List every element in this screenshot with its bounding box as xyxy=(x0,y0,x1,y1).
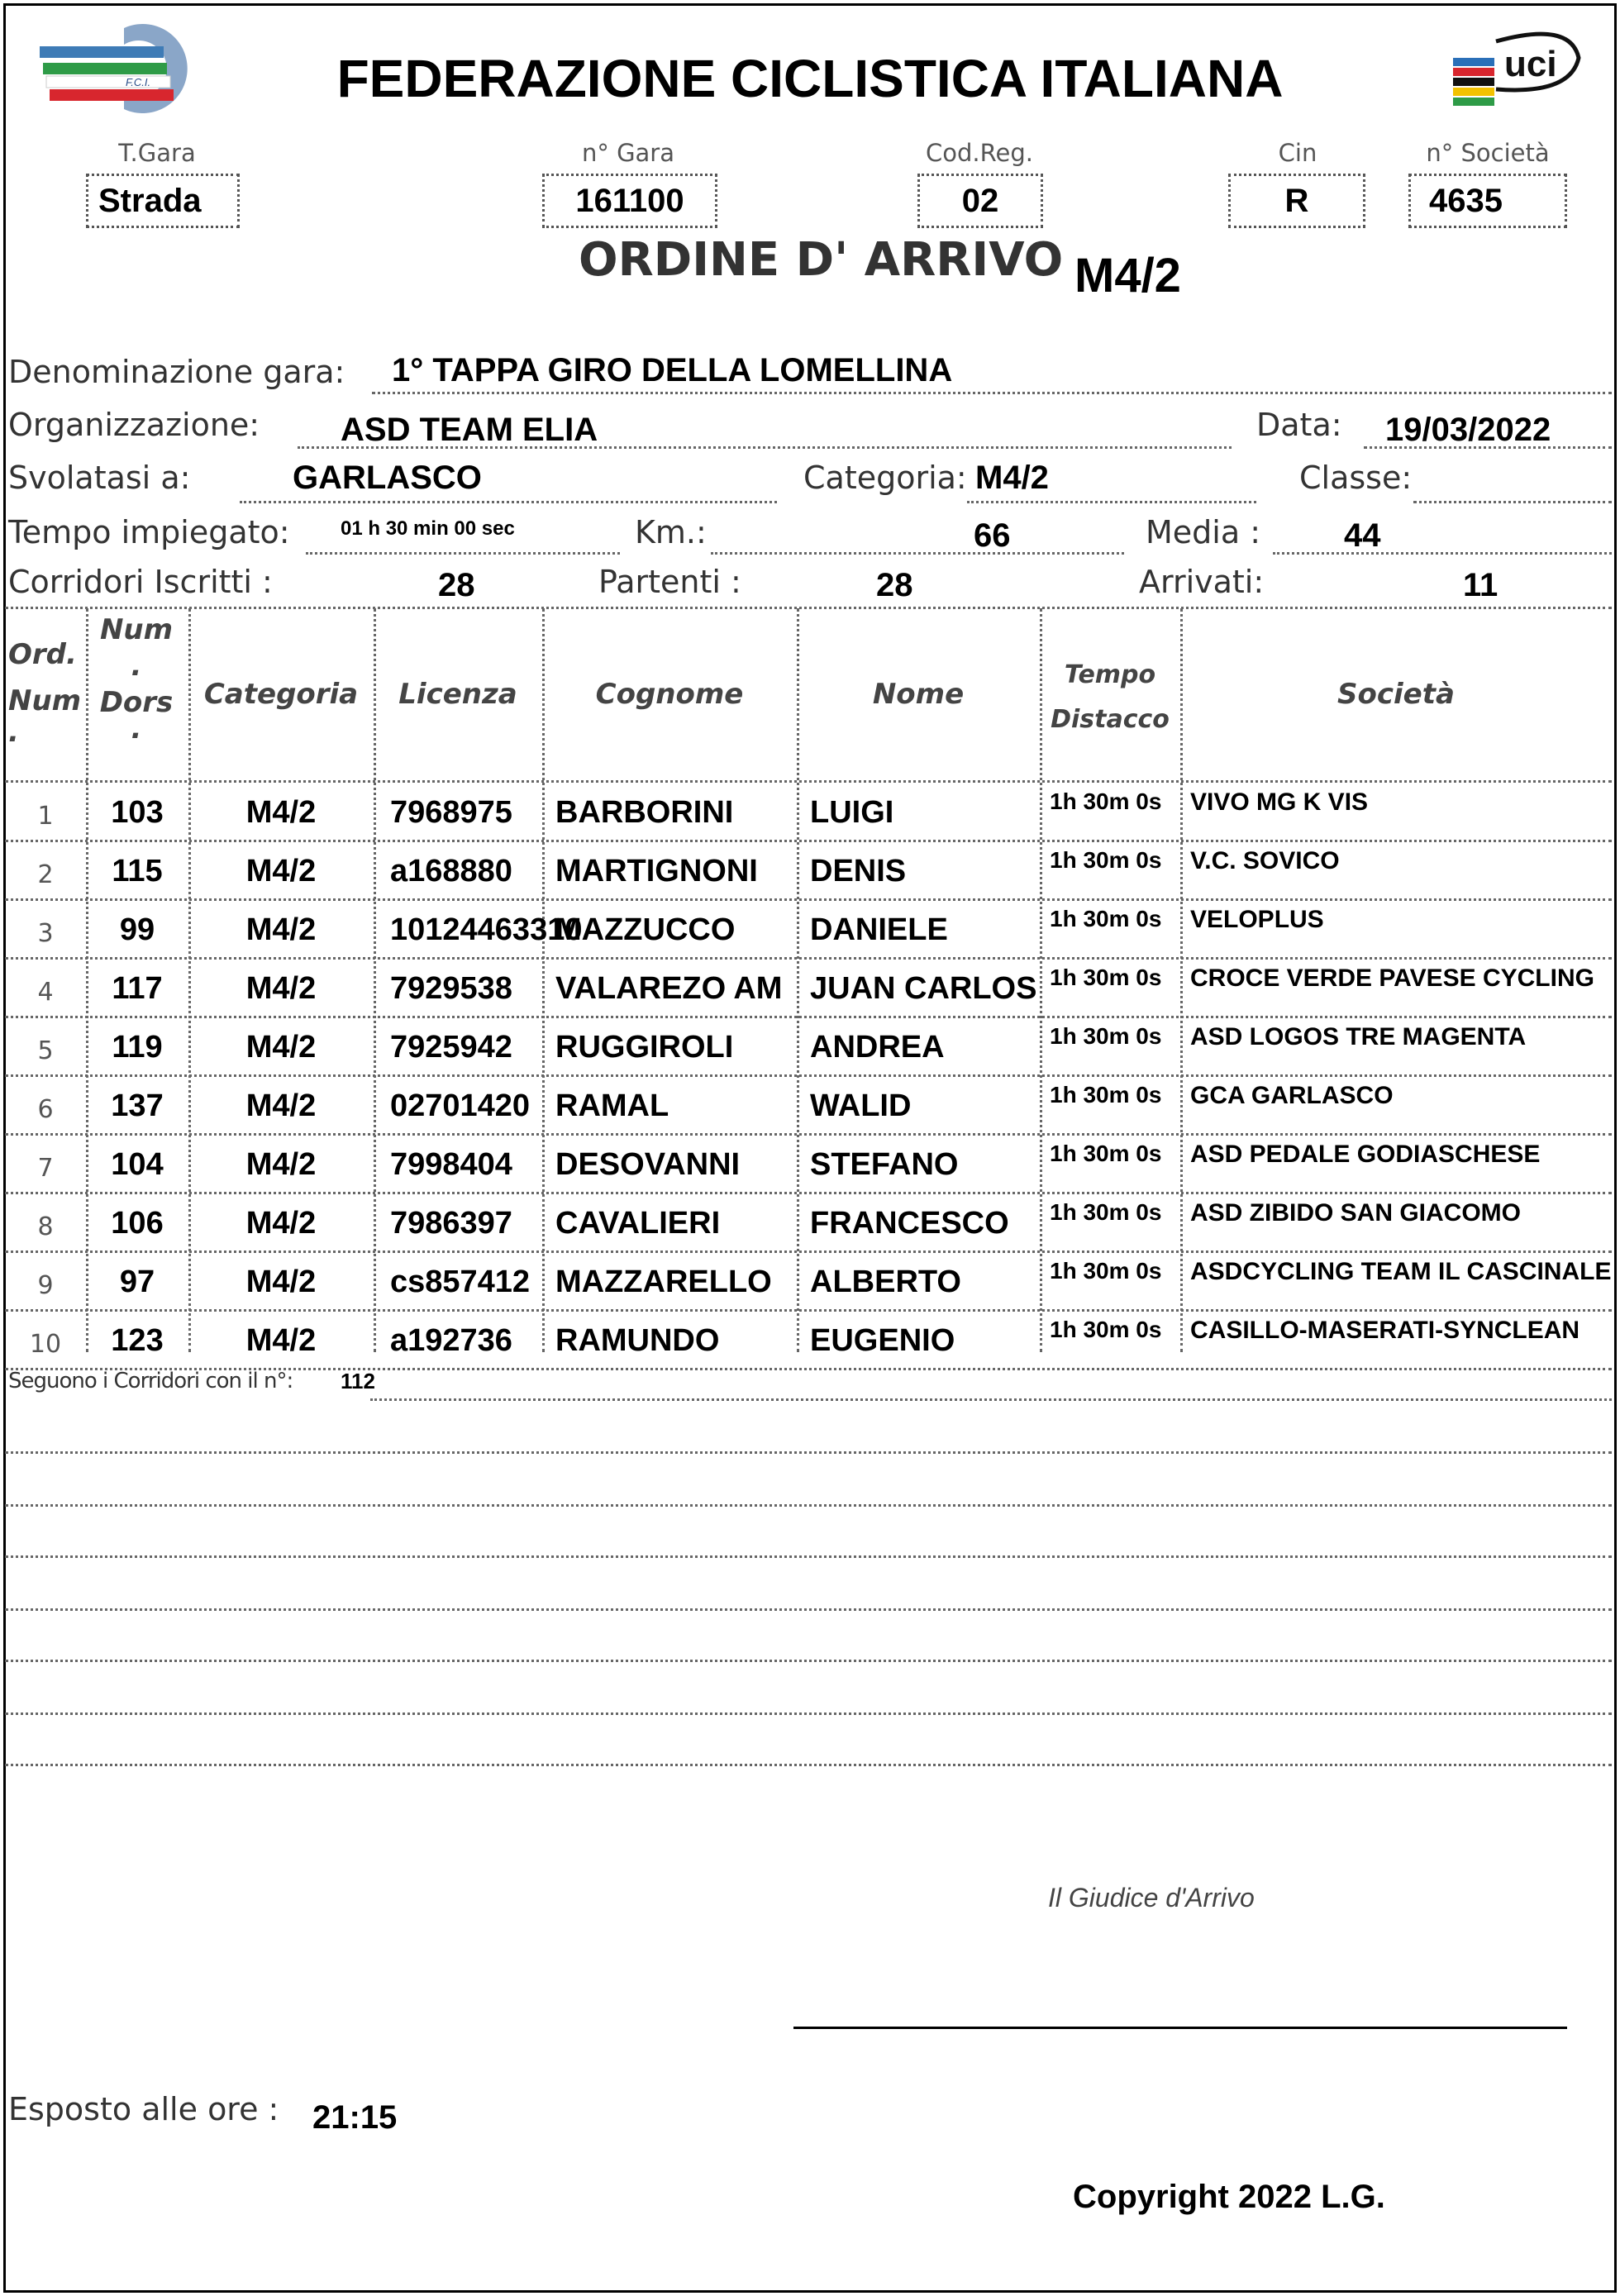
row-divider xyxy=(5,957,1612,960)
cell-cognome: RAMAL xyxy=(555,1088,669,1123)
row-divider xyxy=(5,840,1612,842)
header-nome: Nome xyxy=(872,678,965,711)
cell-categoria: M4/2 xyxy=(245,1030,317,1065)
classe-label: Classe: xyxy=(1299,460,1413,496)
header-societa: Società xyxy=(1337,678,1455,711)
organizzazione-label: Organizzazione: xyxy=(8,407,260,443)
cell-cognome: MARTIGNONI xyxy=(555,854,758,888)
cell-nome: ALBERTO xyxy=(810,1265,961,1299)
header-dors: Num . Dors . xyxy=(99,613,174,745)
cell-categoria: M4/2 xyxy=(245,971,317,1006)
row-divider xyxy=(5,1250,1612,1253)
cell-ord: 8 xyxy=(37,1212,54,1241)
cell-licenza: 7925942 xyxy=(390,1030,512,1065)
cell-ord: 2 xyxy=(37,860,54,889)
iscritti-value: 28 xyxy=(438,567,475,603)
cell-licenza: 7929538 xyxy=(390,971,512,1006)
cell-ord: 3 xyxy=(37,919,54,948)
cell-cognome: RUGGIROLI xyxy=(555,1030,734,1065)
cell-categoria: M4/2 xyxy=(245,1265,317,1299)
cell-dorsal: 106 xyxy=(111,1206,164,1241)
row-divider xyxy=(5,1133,1612,1136)
km-value: 66 xyxy=(974,517,1011,554)
col-divider xyxy=(1180,608,1183,1352)
cod-reg-label: Cod.Reg. xyxy=(926,139,1033,167)
cell-dorsal: 117 xyxy=(112,971,163,1006)
data-label: Data: xyxy=(1256,407,1342,443)
cell-cognome: RAMUNDO xyxy=(555,1323,720,1358)
data-value: 19/03/2022 xyxy=(1385,412,1551,448)
t-gara-label: T.Gara xyxy=(118,139,196,167)
organizzazione-value: ASD TEAM ELIA xyxy=(341,412,598,448)
categoria-value: M4/2 xyxy=(975,460,1049,496)
blank-line xyxy=(5,1712,1612,1715)
svg-text:F.C.I.: F.C.I. xyxy=(126,76,151,88)
n-societa-value: 4635 xyxy=(1408,174,1567,228)
giudice-label: Il Giudice d'Arrivo xyxy=(1048,1883,1255,1913)
cell-ord: 4 xyxy=(37,978,54,1007)
cin-value: R xyxy=(1228,174,1365,228)
cell-cognome: CAVALIERI xyxy=(555,1206,721,1241)
cell-categoria: M4/2 xyxy=(245,912,317,947)
seguono-label: Seguono i Corridori con il n°: xyxy=(8,1369,293,1393)
cell-dorsal: 123 xyxy=(111,1323,164,1358)
cell-nome: DANIELE xyxy=(810,912,948,947)
cell-tempo: 1h 30m 0s xyxy=(1050,1317,1162,1342)
cell-societa: VELOPLUS xyxy=(1190,906,1324,933)
cell-tempo: 1h 30m 0s xyxy=(1050,847,1162,873)
cell-tempo: 1h 30m 0s xyxy=(1050,965,1162,990)
classe-line xyxy=(1413,501,1612,503)
header-categoria: Categoria xyxy=(203,678,359,711)
cell-nome: LUIGI xyxy=(810,795,894,830)
cell-dorsal: 103 xyxy=(111,795,164,830)
row-divider xyxy=(5,1016,1612,1018)
cell-licenza: a192736 xyxy=(390,1323,512,1358)
cell-cognome: MAZZARELLO xyxy=(555,1265,772,1299)
n-societa-label: n° Società xyxy=(1426,139,1550,167)
row-divider xyxy=(5,898,1612,901)
svg-text:uci: uci xyxy=(1504,44,1557,84)
cell-societa: ASD LOGOS TRE MAGENTA xyxy=(1190,1023,1527,1050)
cell-licenza: 10124463310 xyxy=(390,912,583,947)
categoria-label: Categoria: xyxy=(803,460,967,496)
cell-dorsal: 104 xyxy=(111,1147,164,1182)
cell-categoria: M4/2 xyxy=(245,854,317,888)
blank-line xyxy=(5,1504,1612,1507)
svolatasi-label: Svolatasi a: xyxy=(8,460,191,496)
arrivati-label: Arrivati: xyxy=(1139,564,1265,600)
blank-line xyxy=(5,1555,1612,1558)
km-line xyxy=(711,552,1124,555)
seguono-value: 112 xyxy=(341,1369,375,1393)
doc-category: M4/2 xyxy=(1074,249,1181,302)
n-gara-label: n° Gara xyxy=(581,139,675,167)
cell-categoria: M4/2 xyxy=(245,1206,317,1241)
blank-line xyxy=(5,1451,1612,1454)
cell-tempo: 1h 30m 0s xyxy=(1050,788,1162,814)
denominazione-line xyxy=(372,392,1612,394)
copyright: Copyright 2022 L.G. xyxy=(1073,2179,1385,2215)
signature-line xyxy=(793,2027,1567,2029)
cell-societa: CROCE VERDE PAVESE CYCLING xyxy=(1190,965,1594,992)
info-bottom-line xyxy=(5,607,1612,609)
cell-societa: ASD PEDALE GODIASCHESE xyxy=(1190,1141,1541,1168)
col-divider xyxy=(797,608,799,1352)
media-value: 44 xyxy=(1344,517,1381,554)
cell-cognome: VALAREZO AM xyxy=(555,971,783,1006)
row-divider xyxy=(5,1074,1612,1077)
t-gara-value: Strada xyxy=(86,174,240,228)
row-divider xyxy=(5,1309,1612,1312)
col-divider xyxy=(374,608,376,1352)
svolatasi-line xyxy=(240,501,777,503)
tempo-value: 01 h 30 min 00 sec xyxy=(341,517,515,540)
cell-tempo: 1h 30m 0s xyxy=(1050,1199,1162,1225)
cell-dorsal: 97 xyxy=(119,1265,155,1299)
header-title: FEDERAZIONE CICLISTICA ITALIANA xyxy=(336,49,1284,108)
doc-title: ORDINE D' ARRIVO xyxy=(579,233,1064,287)
col-divider xyxy=(542,608,545,1352)
cell-societa: GCA GARLASCO xyxy=(1190,1082,1394,1109)
tempo-line xyxy=(306,552,620,555)
arrivati-value: 11 xyxy=(1463,567,1498,603)
cell-nome: ANDREA xyxy=(810,1030,945,1065)
cell-ord: 1 xyxy=(37,802,54,831)
partenti-label: Partenti : xyxy=(598,564,741,600)
cell-licenza: 02701420 xyxy=(390,1088,531,1123)
cell-ord: 5 xyxy=(37,1036,54,1065)
cod-reg-value: 02 xyxy=(917,174,1043,228)
cell-societa: ASDCYCLING TEAM IL CASCINALE xyxy=(1190,1258,1612,1285)
cell-nome: STEFANO xyxy=(810,1147,959,1182)
cell-ord: 10 xyxy=(29,1330,62,1359)
cell-dorsal: 115 xyxy=(112,854,163,888)
cell-categoria: M4/2 xyxy=(245,1088,317,1123)
esposto-value: 21:15 xyxy=(312,2099,398,2136)
cell-dorsal: 99 xyxy=(119,912,155,947)
header-bottom-line xyxy=(5,780,1612,783)
svolatasi-value: GARLASCO xyxy=(293,460,482,496)
cell-tempo: 1h 30m 0s xyxy=(1050,1141,1162,1166)
cell-nome: FRANCESCO xyxy=(810,1206,1009,1241)
blank-line xyxy=(5,1660,1612,1662)
blank-line xyxy=(5,1764,1612,1766)
cell-categoria: M4/2 xyxy=(245,1323,317,1358)
header-cognome: Cognome xyxy=(595,678,744,711)
cell-nome: EUGENIO xyxy=(810,1323,955,1358)
cell-ord: 6 xyxy=(37,1095,54,1124)
cin-label: Cin xyxy=(1278,139,1317,167)
cell-dorsal: 137 xyxy=(111,1088,164,1123)
cell-categoria: M4/2 xyxy=(245,795,317,830)
cell-societa: V.C. SOVICO xyxy=(1190,847,1340,874)
media-line xyxy=(1273,552,1612,555)
cell-tempo: 1h 30m 0s xyxy=(1050,1082,1162,1108)
cell-nome: DENIS xyxy=(810,854,907,888)
media-label: Media : xyxy=(1146,514,1261,550)
categoria-line xyxy=(967,501,1256,503)
cell-cognome: MAZZUCCO xyxy=(555,912,736,947)
cell-ord: 9 xyxy=(37,1271,54,1300)
cell-nome: JUAN CARLOS xyxy=(810,971,1037,1006)
cell-societa: VIVO MG K VIS xyxy=(1190,788,1369,816)
cell-categoria: M4/2 xyxy=(245,1147,317,1182)
esposto-label: Esposto alle ore : xyxy=(8,2091,279,2127)
cell-cognome: DESOVANNI xyxy=(555,1147,741,1182)
blank-line xyxy=(5,1608,1612,1611)
cell-cognome: BARBORINI xyxy=(555,795,734,830)
cell-licenza: a168880 xyxy=(390,854,512,888)
cell-dorsal: 119 xyxy=(112,1030,163,1065)
km-label: Km.: xyxy=(635,514,707,550)
cell-licenza: 7968975 xyxy=(390,795,512,830)
header-licenza: Licenza xyxy=(398,678,517,711)
row-divider xyxy=(5,1192,1612,1194)
cell-licenza: 7986397 xyxy=(390,1206,512,1241)
iscritti-label: Corridori Iscritti : xyxy=(8,564,273,600)
seguono-line xyxy=(370,1398,1612,1401)
cell-societa: CASILLO-MASERATI-SYNCLEAN xyxy=(1190,1317,1580,1344)
cell-tempo: 1h 30m 0s xyxy=(1050,1258,1162,1284)
cell-licenza: cs857412 xyxy=(390,1265,531,1299)
header-tempo: Tempo Distacco xyxy=(1051,660,1170,734)
cell-nome: WALID xyxy=(810,1088,912,1123)
tempo-label: Tempo impiegato: xyxy=(8,514,290,550)
header-ord: Ord. Num . xyxy=(8,638,82,749)
cell-ord: 7 xyxy=(37,1154,54,1183)
cell-licenza: 7998404 xyxy=(390,1147,512,1182)
cell-societa: ASD ZIBIDO SAN GIACOMO xyxy=(1190,1199,1522,1227)
denominazione-label: Denominazione gara: xyxy=(8,354,345,390)
n-gara-value: 161100 xyxy=(542,174,717,228)
partenti-value: 28 xyxy=(876,567,913,603)
denominazione-value: 1° TAPPA GIRO DELLA LOMELLINA xyxy=(392,352,953,388)
cell-tempo: 1h 30m 0s xyxy=(1050,906,1162,931)
cell-tempo: 1h 30m 0s xyxy=(1050,1023,1162,1049)
